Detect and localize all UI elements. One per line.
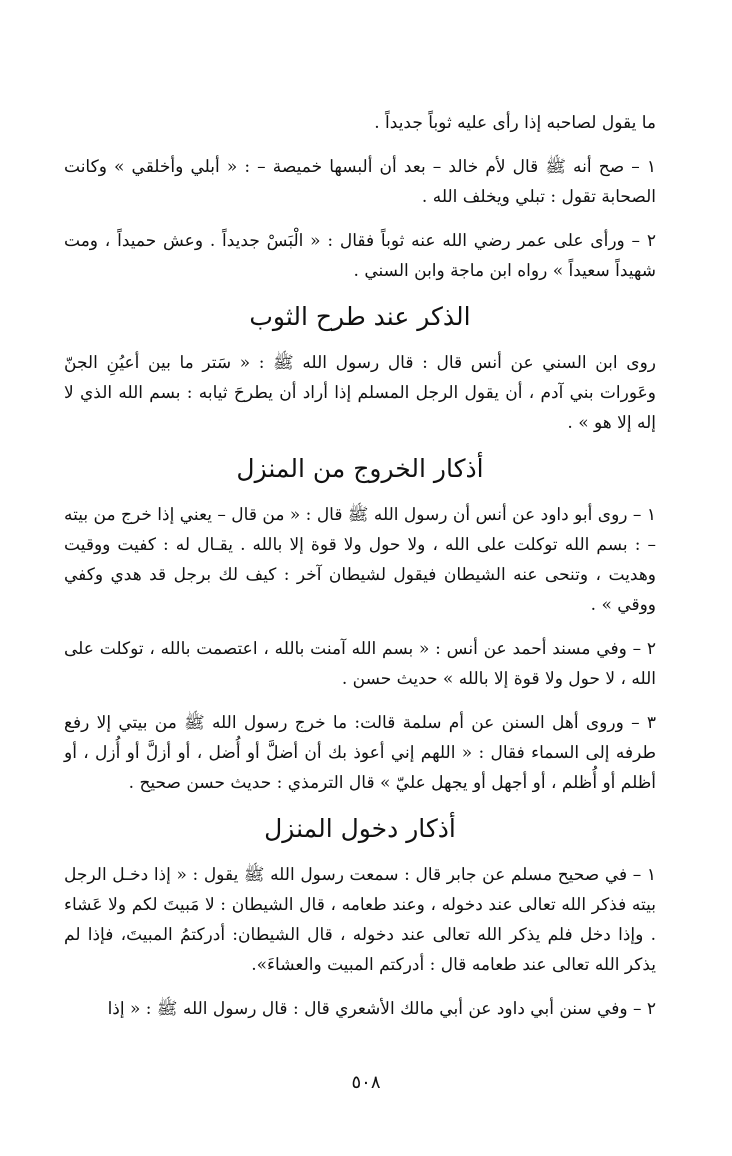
leaving-home-hadith-1: ١ – روى أبو داود عن أنس أن رسول الله ﷺ قال : « من قال – يعني إذا خرج من بيته – : بسم الله توكلت على الله ، ولا حول ولا قوة إلا بالله . يقـال له : كفيت ووقيت وهديت ، وتنحى عنه الشيطان فيقول لشيطان آخر : كيف لك برجل قد هدي وكفي ووقي » . (64, 505, 656, 615)
intro-line: ما يقول لصاحبه إذا رأى عليه ثوباً جديداً . (374, 113, 656, 133)
removing-garment-hadith: روى ابن السني عن أنس قال : قال رسول الله ﷺ : « سَتر ما بين أعيُنِ الجنّ وعَورات بني آدم ، أن يقول الرجل المسلم إذا أراد أن يطرحَ ثيابه : بسم الله الذي لا إله إلا هو » . (64, 353, 656, 433)
page-number: ٥٠٨ (351, 1072, 381, 1093)
new-garment-hadith-1: ١ – صح أنه ﷺ قال لأم خالد – بعد أن ألبسها خميصة – : « أبلي وأخلقي » وكانت الصحابة تقول : تبلي ويخلف الله . (64, 157, 656, 207)
leaving-home-hadith-2: ٢ – وفي مسند أحمد عن أنس : « بسم الله آمنت بالله ، اعتصمت بالله ، توكلت على الله ، لا حول ولا قوة إلا بالله » حديث حسن . (64, 639, 656, 689)
section-heading-leaving-home: أذكار الخروج من المنزل (236, 454, 484, 483)
section-heading-removing-garment: الذكر عند طرح الثوب (249, 302, 471, 331)
entering-home-hadith-2: ٢ – وفي سنن أبي داود عن أبي مالك الأشعري قال : قال رسول الله ﷺ : « إذا (107, 999, 656, 1019)
entering-home-hadith-1: ١ – في صحيح مسلم عن جابر قال : سمعت رسول الله ﷺ يقول : « إذا دخـل الرجل بيته فذكر الله تعالى عند دخوله ، وعند طعامه ، قال الشيطان : لا مَبيتَ لكم ولا عَشاء . وإذا دخل فلم يذكر الله تعالى عند دخوله ، قال الشيطان: أدركتمُ المبيتَ، فإذا لم يذكر الله تعالى عند طعامه قال : أدركتم المبيت والعشاءَ». (64, 865, 656, 975)
section-heading-entering-home: أذكار دخول المنزل (264, 814, 456, 843)
new-garment-hadith-2: ٢ – ورأى على عمر رضي الله عنه ثوباً فقال : « الْبَسْ جديداً . وعش حميداً ، ومت شهيداً سعيداً » رواه ابن ماجة وابن السني . (64, 231, 656, 281)
leaving-home-hadith-3: ٣ – وروى أهل السنن عن أم سلمة قالت: ما خرج رسول الله ﷺ من بيتي إلا رفع طرفه إلى السماء فقال : « اللهم إني أعوذ بك أن أضلَّ أو أُضل ، أو أزلَّ أو أُزل ، أو أظلم أو أُظلم ، أو أجهل أو يجهل عليّ » قال الترمذي : حديث حسن صحيح . (64, 713, 656, 793)
